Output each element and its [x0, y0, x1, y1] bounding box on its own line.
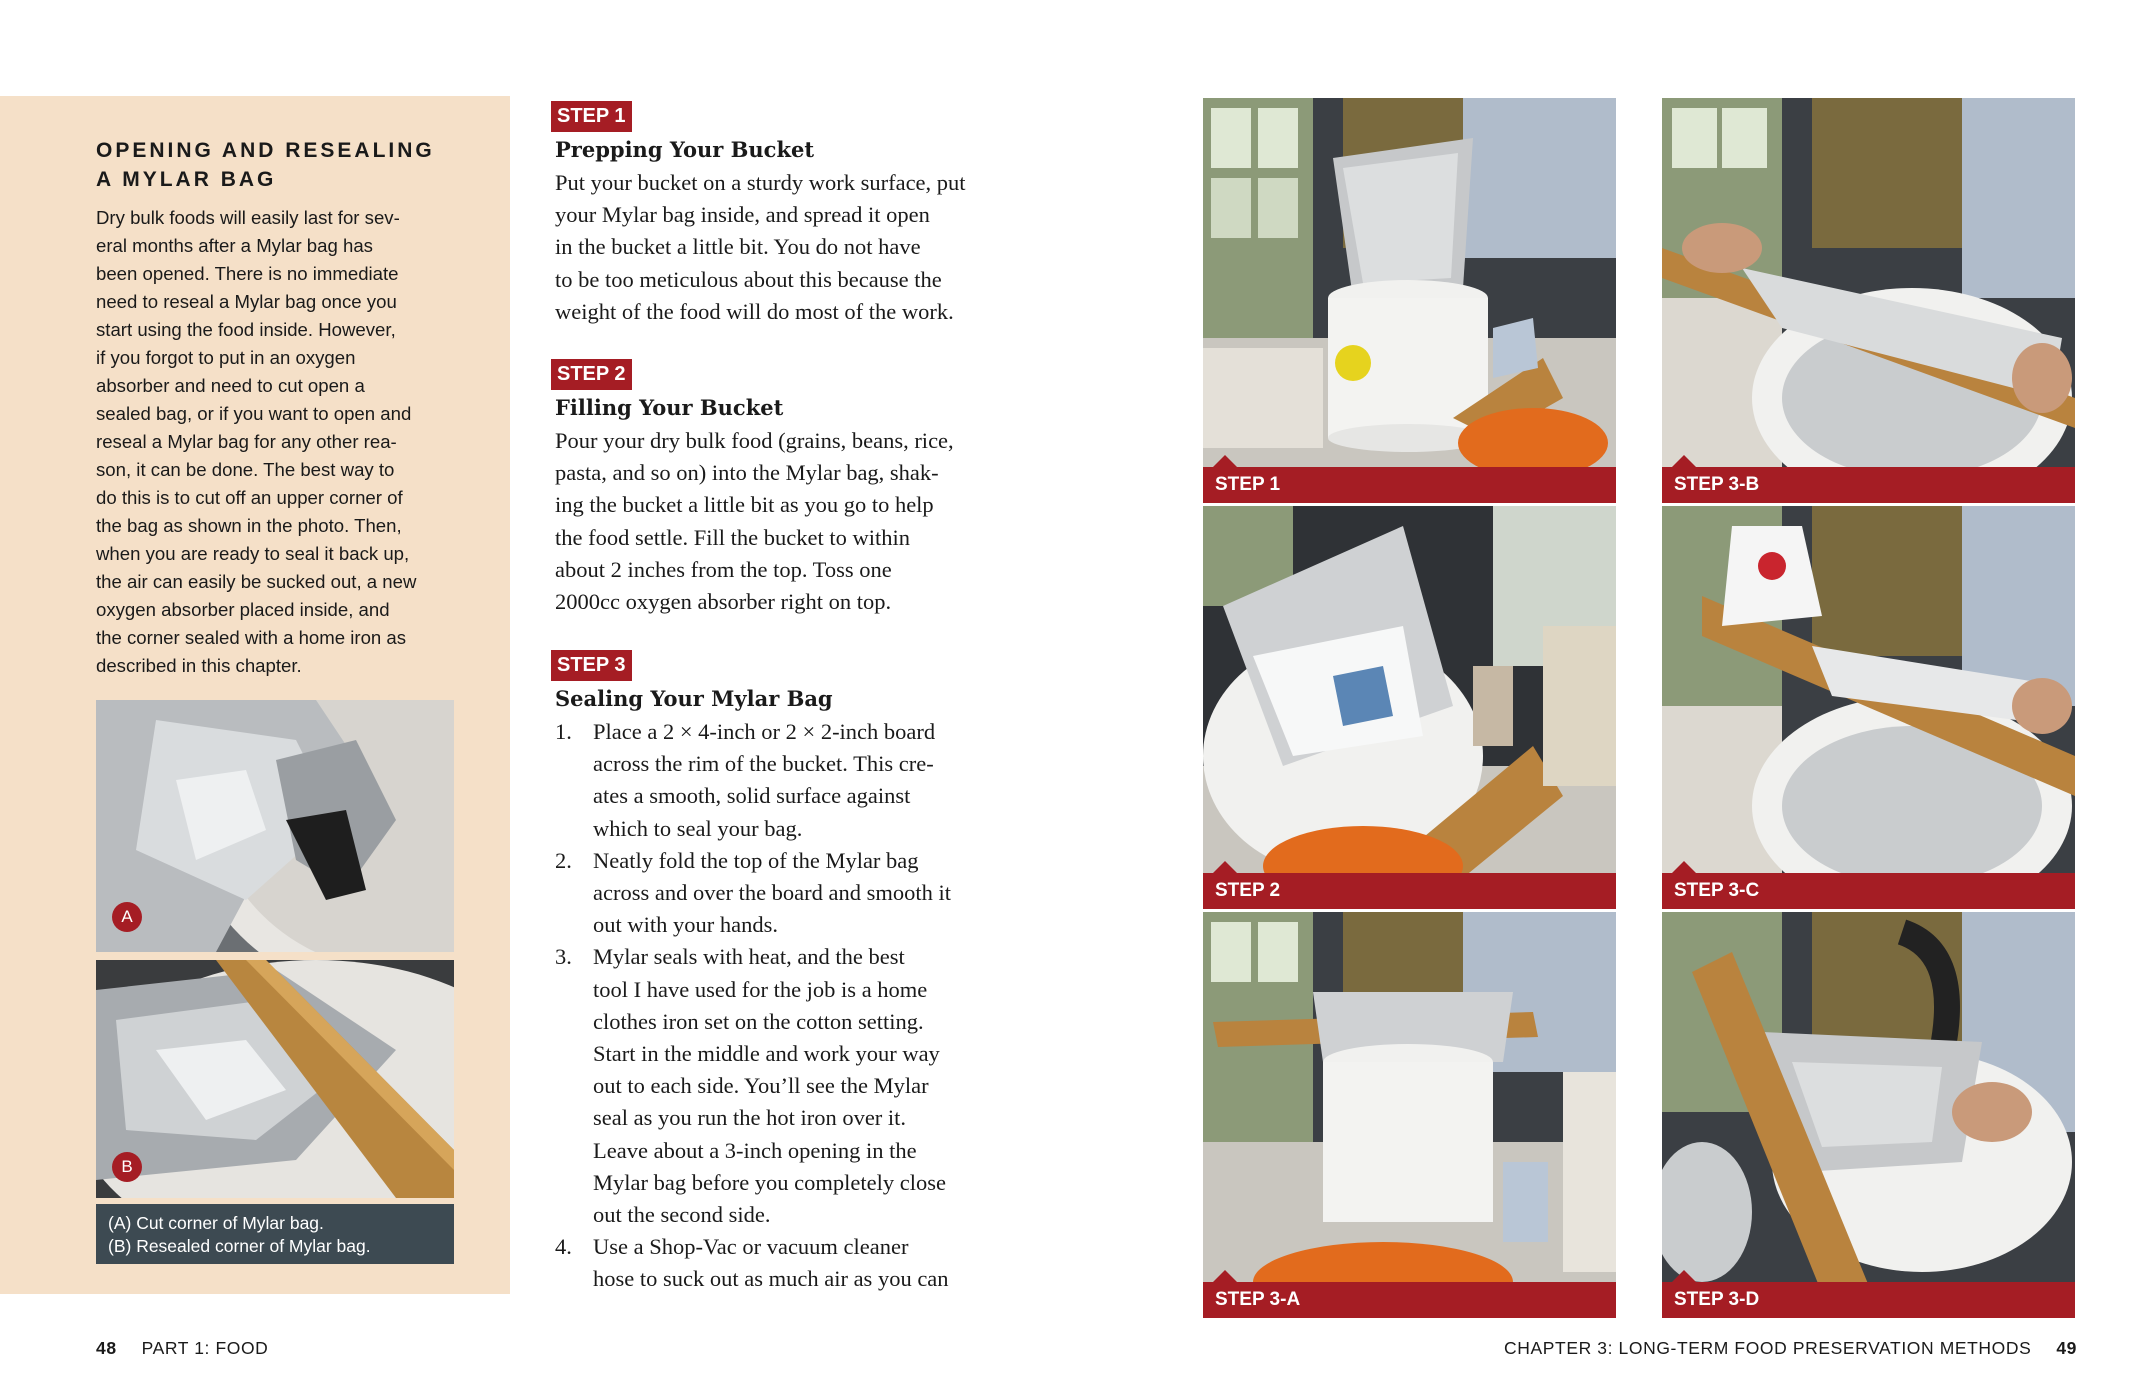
photo-step-3a: [1203, 912, 1616, 1318]
sidebar-title: OPENING AND RESEALING A MYLAR BAG: [96, 139, 435, 191]
photo-cut-corner: [96, 700, 454, 952]
page-number-left: 48: [96, 1338, 117, 1358]
step-2-text: Pour your dry bulk food (grains, beans, rice, pasta, and so on) into the Mylar bag, shak- ing the bucket a little bit as you go to help the food settle. Fill the bucket to within about 2 inches from the top. Toss one 2000cc oxygen absorber right on top.: [555, 428, 954, 615]
sidebar-body: Dry bulk foods will easily last for sev- eral months after a Mylar bag has been opened. There is no immediate need to reseal a Mylar bag once you start using the food inside. However, if you forgot to put in an oxygen absorber and need to cut open a sealed bag, or if you want to open and reseal a Mylar bag for any other rea- son, it can be done. The best way to do this is to cut off an upper corner of the bag as shown in the photo. Then, when you are ready to seal it back up, the air can easily be sucked out, a new oxygen absorber placed inside, and the corner sealed with a home iron as described in this chapter.: [96, 207, 417, 676]
step-3-list: [555, 716, 995, 1296]
photo-step-3d: [1662, 912, 2075, 1318]
list-item: 1. Place a 2 × 4-inch or 2 × 2-inch board across the rim of the bucket. This cre- ates a smooth, solid surface against which to seal your bag.: [555, 719, 936, 841]
step-1-title: Prepping Your Bucket: [555, 137, 815, 162]
step-2-label: STEP 2: [551, 359, 632, 390]
step-1-caption-bar: STEP 1: [1203, 467, 1616, 503]
list-item: 4. Use a Shop-Vac or vacuum cleaner hose to suck out as much air as you can: [555, 1234, 949, 1292]
photo-b-badge: B: [112, 1152, 142, 1182]
step-1-label: STEP 1: [551, 101, 632, 132]
photo-step-1: [1203, 98, 1616, 503]
step-1-text: Put your bucket on a sturdy work surface, put your Mylar bag inside, and spread it open in the bucket a little bit. You do not have to be too meticulous about this because the weight of the food will do most of the work.: [555, 170, 966, 324]
footer-section-right: CHAPTER 3: LONG-TERM FOOD PRESERVATION METHODS: [1504, 1338, 2032, 1358]
footer-section-left: PART 1: FOOD: [141, 1338, 269, 1358]
step-3-label: STEP 3: [551, 650, 632, 681]
step-2-title: Filling Your Bucket: [555, 395, 784, 420]
step-3b-caption-bar: STEP 3-B: [1662, 467, 2075, 503]
list-item: 3. Mylar seals with heat, and the best tool I have used for the job is a home clothes iron set on the cotton setting. Start in the middle and work your way out to each side. You’ll see the Mylar seal as you run the hot iron over it. Leave about a 3-inch opening in the Mylar bag before you completely close out the second side.: [555, 944, 947, 1228]
step-2-caption-bar: STEP 2: [1203, 873, 1616, 909]
photo-resealed-corner: [96, 960, 454, 1198]
footer-right: [1504, 1338, 2077, 1359]
photo-step-3c: [1662, 506, 2075, 909]
photo-step-2: [1203, 506, 1616, 909]
photo-a-badge: A: [112, 902, 142, 932]
photo-caption: (A) Cut corner of Mylar bag. (B) Resealed corner of Mylar bag.: [96, 1204, 454, 1264]
step-3d-caption-bar: STEP 3-D: [1662, 1282, 2075, 1318]
footer-left: [96, 1338, 268, 1359]
photo-step-3b: [1662, 98, 2075, 503]
step-3c-caption-bar: STEP 3-C: [1662, 873, 2075, 909]
step-3a-caption-bar: STEP 3-A: [1203, 1282, 1616, 1318]
page-number-right: 49: [2056, 1338, 2077, 1358]
list-item: 2. Neatly fold the top of the Mylar bag across and over the board and smooth it out with your hands.: [555, 847, 952, 938]
step-3-title: Sealing Your Mylar Bag: [555, 686, 833, 711]
